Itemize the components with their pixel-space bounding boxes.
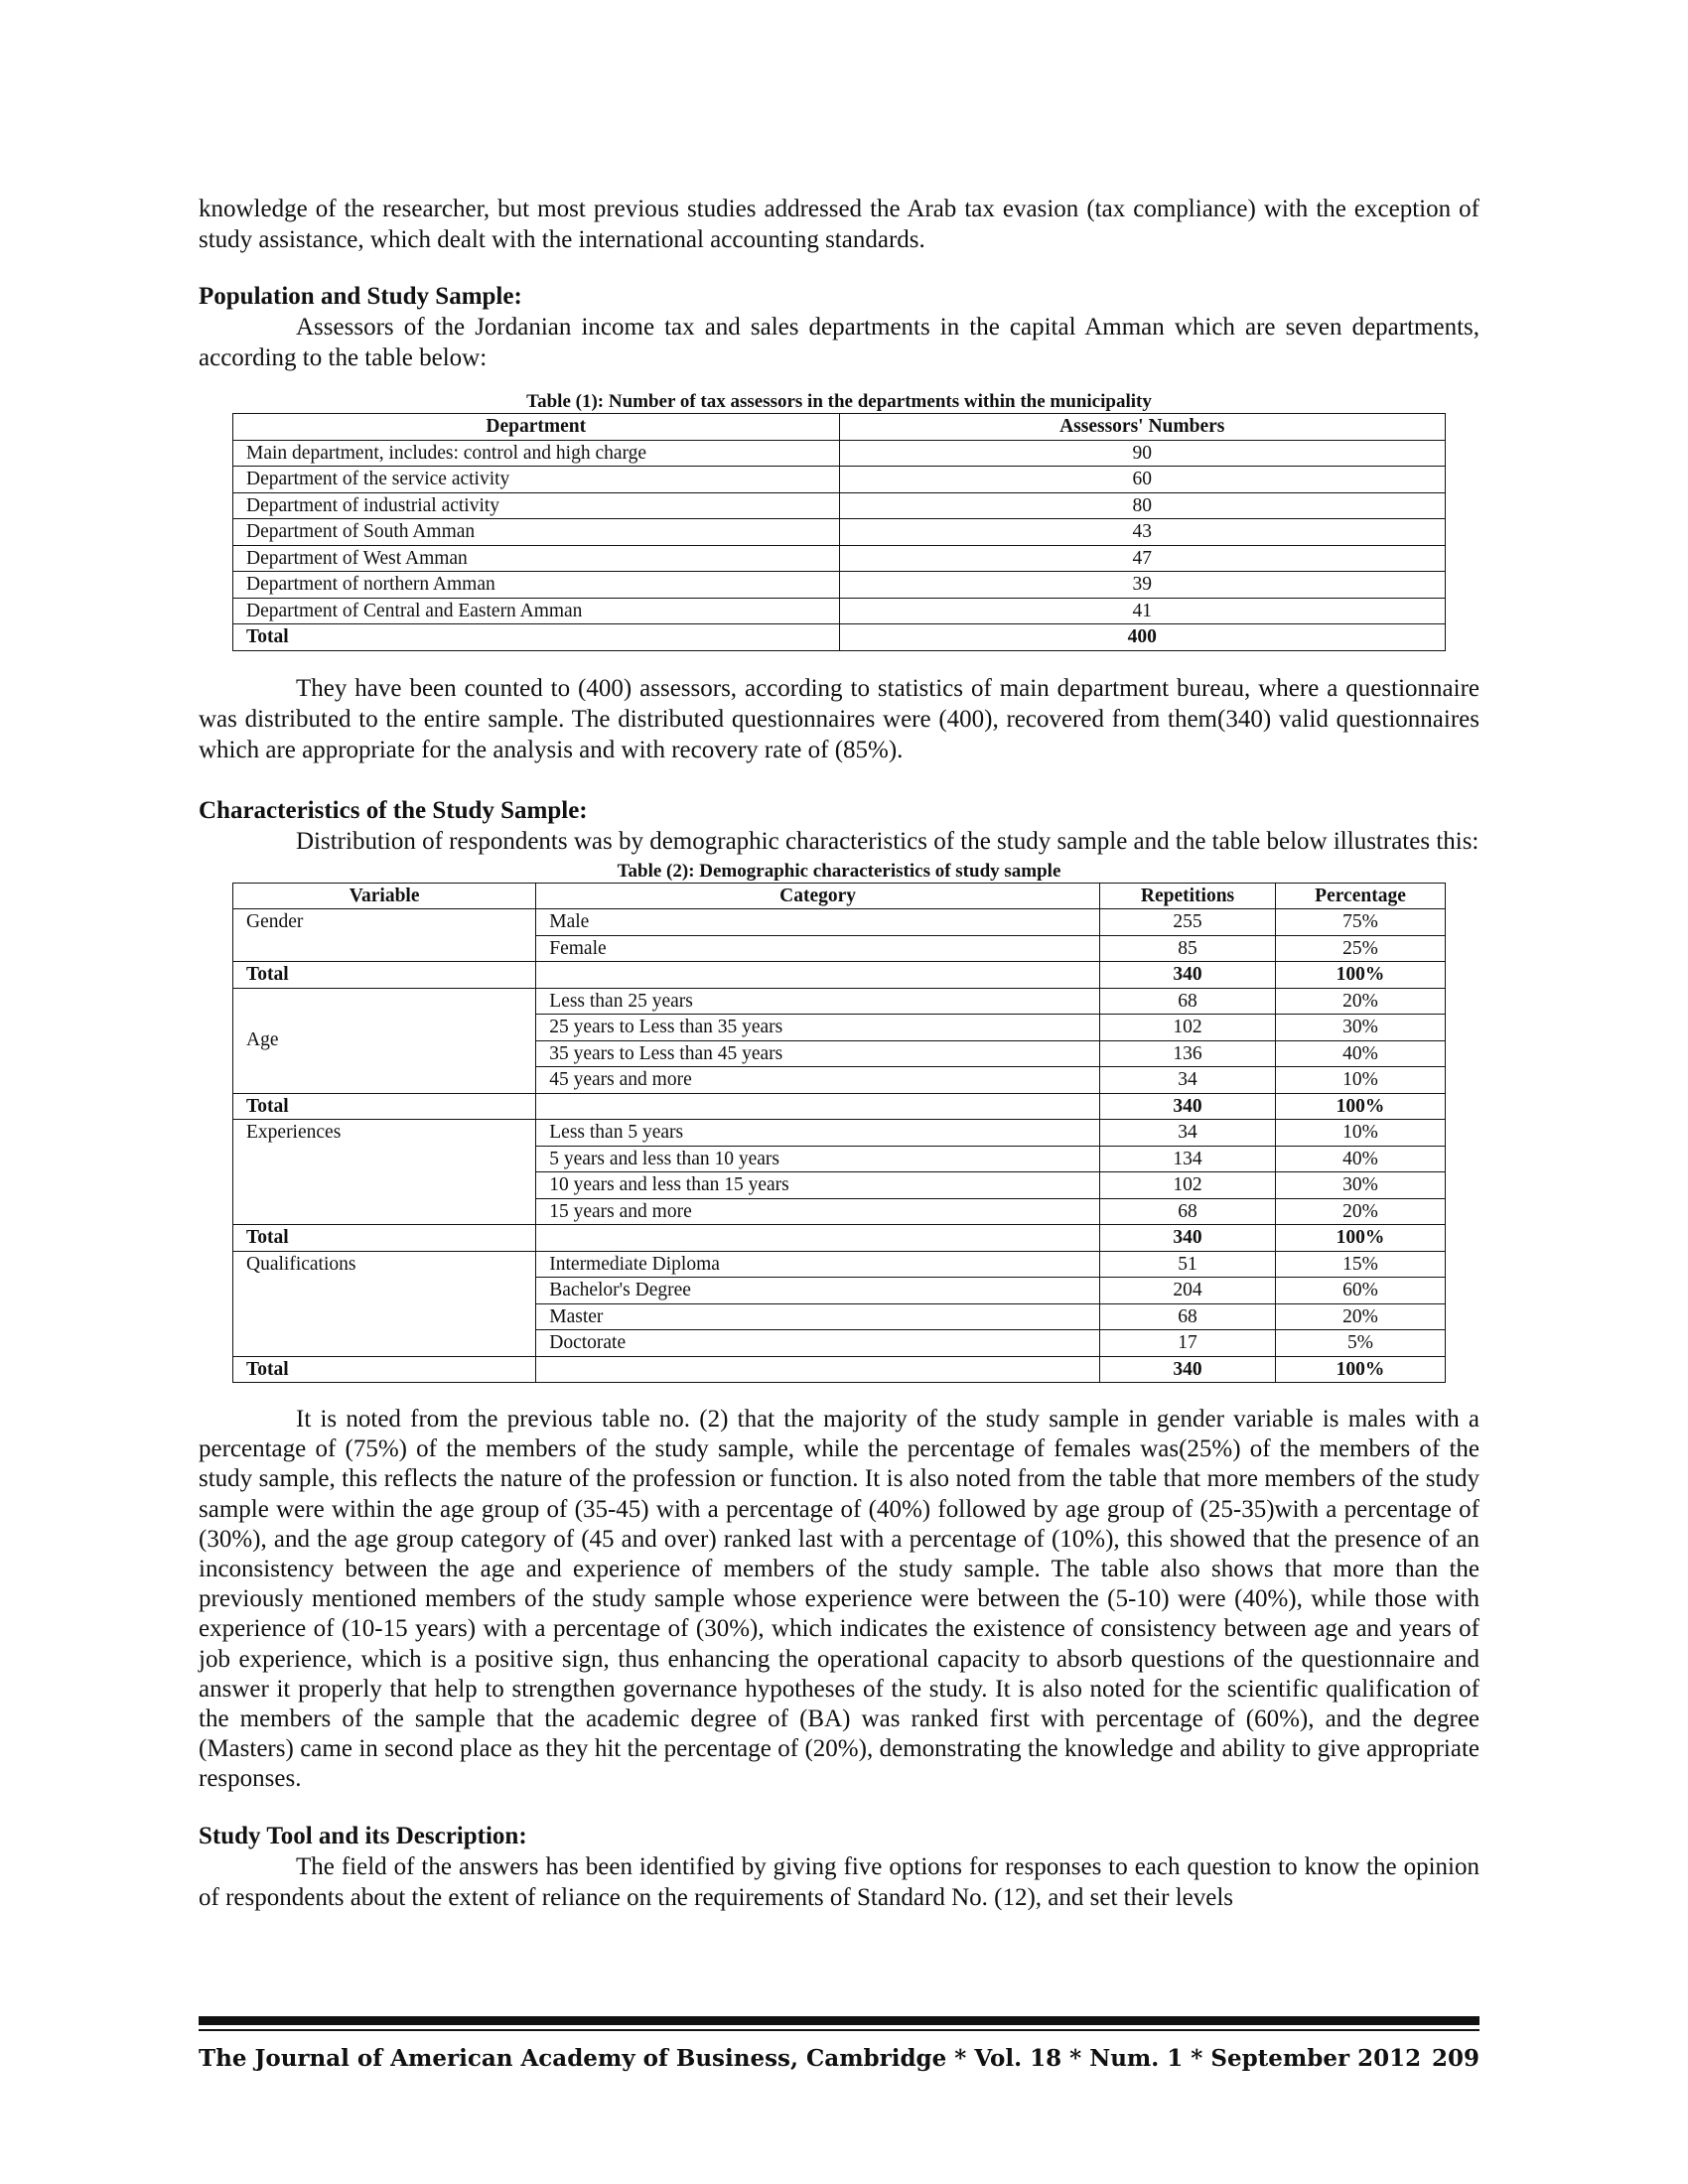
table2-percentage-cell: 30% <box>1276 1172 1446 1199</box>
table2-total-repetitions: 340 <box>1100 1356 1276 1383</box>
table2-repetitions-cell: 85 <box>1100 935 1276 962</box>
table2-total-row <box>233 1093 1446 1120</box>
table1-department-cell: Department of South Amman <box>233 519 840 546</box>
table2-category-cell: 5 years and less than 10 years <box>536 1146 1100 1172</box>
table2-repetitions-cell: 134 <box>1100 1146 1276 1172</box>
table2-percentage-cell: 10% <box>1276 1067 1446 1094</box>
table1-caption: Table (1): Number of tax assessors in the departments within the municipality <box>526 391 1152 412</box>
table2-total-empty <box>536 962 1100 989</box>
table1-number-cell: 43 <box>839 519 1446 546</box>
footer <box>199 2045 1479 2072</box>
table2-repetitions-cell: 68 <box>1100 988 1276 1015</box>
table2-percentage-cell: 40% <box>1276 1146 1446 1172</box>
table2-percentage-cell: 20% <box>1276 1303 1446 1330</box>
table2-total-label: Total <box>233 1093 536 1120</box>
table2-total-repetitions: 340 <box>1100 962 1276 989</box>
table2-category-cell: Less than 25 years <box>536 988 1100 1015</box>
table2-total-empty <box>536 1225 1100 1252</box>
table1-number-cell: 39 <box>839 572 1446 599</box>
table2-percentage-cell: 5% <box>1276 1330 1446 1357</box>
table2-variable-age: Age <box>233 988 536 1093</box>
table2-header-repetitions: Repetitions <box>1100 883 1276 909</box>
table-row <box>233 545 1446 572</box>
table1-number-cell: 60 <box>839 467 1446 493</box>
table1 <box>232 413 1446 651</box>
table1-number-cell: 90 <box>839 440 1446 467</box>
table2-repetitions-cell: 255 <box>1100 909 1276 936</box>
table2-total-label: Total <box>233 1356 536 1383</box>
table2-total-repetitions: 340 <box>1100 1225 1276 1252</box>
characteristics-paragraph: Distribution of respondents was by demographic characteristics of the study sample and the table below illustrates this: <box>296 827 1479 855</box>
table2 <box>232 883 1446 1384</box>
table2-variable-qualifications: Qualifications <box>233 1251 536 1356</box>
table2-repetitions-cell: 136 <box>1100 1040 1276 1067</box>
footer-rule-thick <box>199 2016 1479 2025</box>
table2-percentage-cell: 20% <box>1276 988 1446 1015</box>
table2-percentage-cell: 10% <box>1276 1120 1446 1147</box>
table2-category-cell: Intermediate Diploma <box>536 1251 1100 1278</box>
table1-department-cell: Department of West Amman <box>233 545 840 572</box>
table2-category-cell: Male <box>536 909 1100 936</box>
table2-total-repetitions: 340 <box>1100 1093 1276 1120</box>
table2-caption: Table (2): Demographic characteristics of study sample <box>617 860 1061 882</box>
table2-repetitions-cell: 68 <box>1100 1198 1276 1225</box>
table2-variable-experiences: Experiences <box>233 1120 536 1225</box>
table2-repetitions-cell: 34 <box>1100 1067 1276 1094</box>
table-row <box>233 909 1446 936</box>
table2-header-variable: Variable <box>233 883 536 909</box>
table1-total-value: 400 <box>839 624 1446 651</box>
table2-repetitions-cell: 102 <box>1100 1015 1276 1041</box>
table2-category-cell: 35 years to Less than 45 years <box>536 1040 1100 1067</box>
table-row <box>233 440 1446 467</box>
table1-department-cell: Department of Central and Eastern Amman <box>233 598 840 624</box>
table2-category-cell: Female <box>536 935 1100 962</box>
table1-department-cell: Department of the service activity <box>233 467 840 493</box>
table2-total-empty <box>536 1093 1100 1120</box>
table1-header-department: Department <box>233 414 840 441</box>
table2-category-cell: 45 years and more <box>536 1067 1100 1094</box>
table2-percentage-cell: 75% <box>1276 909 1446 936</box>
table1-number-cell: 41 <box>839 598 1446 624</box>
table-row <box>233 1251 1446 1278</box>
table1-number-cell: 80 <box>839 492 1446 519</box>
table-row <box>233 988 1446 1015</box>
characteristics-heading: Characteristics of the Study Sample: <box>199 796 588 824</box>
footer-rule-thin <box>199 2029 1479 2031</box>
table1-total-row <box>233 624 1446 651</box>
table2-total-percentage: 100% <box>1276 1093 1446 1120</box>
table2-variable-gender: Gender <box>233 909 536 962</box>
table-row <box>233 492 1446 519</box>
table2-repetitions-cell: 68 <box>1100 1303 1276 1330</box>
population-heading: Population and Study Sample: <box>199 283 522 310</box>
table2-category-cell: Bachelor's Degree <box>536 1278 1100 1304</box>
table2-repetitions-cell: 17 <box>1100 1330 1276 1357</box>
table2-repetitions-cell: 34 <box>1100 1120 1276 1147</box>
table2-total-empty <box>536 1356 1100 1383</box>
table2-category-cell: 10 years and less than 15 years <box>536 1172 1100 1199</box>
table2-total-percentage: 100% <box>1276 1356 1446 1383</box>
table2-category-cell: Doctorate <box>536 1330 1100 1357</box>
table-row <box>233 519 1446 546</box>
table1-header-numbers: Assessors' Numbers <box>839 414 1446 441</box>
table2-header-percentage: Percentage <box>1276 883 1446 909</box>
table2-percentage-cell: 25% <box>1276 935 1446 962</box>
page-number: 209 <box>1431 2045 1479 2072</box>
table2-percentage-cell: 15% <box>1276 1251 1446 1278</box>
table-row <box>233 598 1446 624</box>
table2-percentage-cell: 20% <box>1276 1198 1446 1225</box>
tool-heading: Study Tool and its Description: <box>199 1822 527 1849</box>
table2-total-percentage: 100% <box>1276 1225 1446 1252</box>
table1-number-cell: 47 <box>839 545 1446 572</box>
table2-repetitions-cell: 204 <box>1100 1278 1276 1304</box>
table2-header-category: Category <box>536 883 1100 909</box>
table2-total-label: Total <box>233 962 536 989</box>
table2-category-cell: 25 years to Less than 35 years <box>536 1015 1100 1041</box>
noted-paragraph: It is noted from the previous table no. (2) that the majority of the study sample in gender variable is males with a percentage of (75%) of the members of the study sample, while the percentage of females was(25%) of the members of the study sample, this reflects the nature of the profession or function. It is also noted from the table that more members of the study sample were within the age group of (35-45) with a percentage of (40%) followed by age group of (25-35)with a percentage of (30%), and the age group category of (45 and over) ranked last with a percentage of (10%), this showed that the presence of an inconsistency between the age and experience of members of the study sample. The table also shows that more than the previously mentioned members of the study sample whose experience were between the (5-10) were (40%), while those with experience of (10-15 years) with a percentage of (30%), which indicates the existence of consistency between age and years of job experience, which is a positive sign, thus enhancing the operational capacity to absorb questions of the questionnaire and answer it properly that help to strengthen governance hypotheses of the study. It is also noted for the scientific qualification of the members of the sample that the academic degree of (BA) was ranked first with percentage of (60%), and the degree (Masters) came in second place as they hit the percentage of (20%), demonstrating the knowledge and ability to give appropriate responses. <box>199 1406 1479 1793</box>
population-paragraph: Assessors of the Jordanian income tax and sales departments in the capital Amman which are seven departments, according to the table below: <box>199 314 1479 371</box>
footer-journal: The Journal of American Academy of Business, Cambridge * Vol. 18 * Num. 1 * September 2012 <box>199 2045 1422 2072</box>
table-row <box>233 467 1446 493</box>
table-row <box>233 572 1446 599</box>
table2-percentage-cell: 40% <box>1276 1040 1446 1067</box>
table2-percentage-cell: 30% <box>1276 1015 1446 1041</box>
page-body <box>199 194 1479 1913</box>
intro-paragraph: knowledge of the researcher, but most previous studies addressed the Arab tax evasion (tax compliance) with the exception of study assistance, which dealt with the international accounting standards. <box>199 196 1479 253</box>
table2-total-row <box>233 962 1446 989</box>
table2-total-percentage: 100% <box>1276 962 1446 989</box>
table2-total-label: Total <box>233 1225 536 1252</box>
table1-total-label: Total <box>233 624 840 651</box>
table2-percentage-cell: 60% <box>1276 1278 1446 1304</box>
table2-total-row <box>233 1356 1446 1383</box>
tool-paragraph: The field of the answers has been identified by giving five options for responses to each question to know the opinion of respondents about the extent of reliance on the requirements of Standard No. (12), and set their levels <box>199 1852 1479 1911</box>
table1-header-row <box>233 414 1446 441</box>
table1-department-cell: Main department, includes: control and high charge <box>233 440 840 467</box>
table2-header-row <box>233 883 1446 909</box>
table2-category-cell: 15 years and more <box>536 1198 1100 1225</box>
table-row <box>233 1120 1446 1147</box>
table1-department-cell: Department of industrial activity <box>233 492 840 519</box>
counted-paragraph: They have been counted to (400) assessors, according to statistics of main department bureau, where a questionnaire was distributed to the entire sample. The distributed questionnaires were (400), recovered from them(340) valid questionnaires which are appropriate for the analysis and with recovery rate of (85%). <box>199 674 1479 763</box>
table2-repetitions-cell: 51 <box>1100 1251 1276 1278</box>
table2-category-cell: Master <box>536 1303 1100 1330</box>
table2-repetitions-cell: 102 <box>1100 1172 1276 1199</box>
table1-department-cell: Department of northern Amman <box>233 572 840 599</box>
table2-total-row <box>233 1225 1446 1252</box>
table2-category-cell: Less than 5 years <box>536 1120 1100 1147</box>
